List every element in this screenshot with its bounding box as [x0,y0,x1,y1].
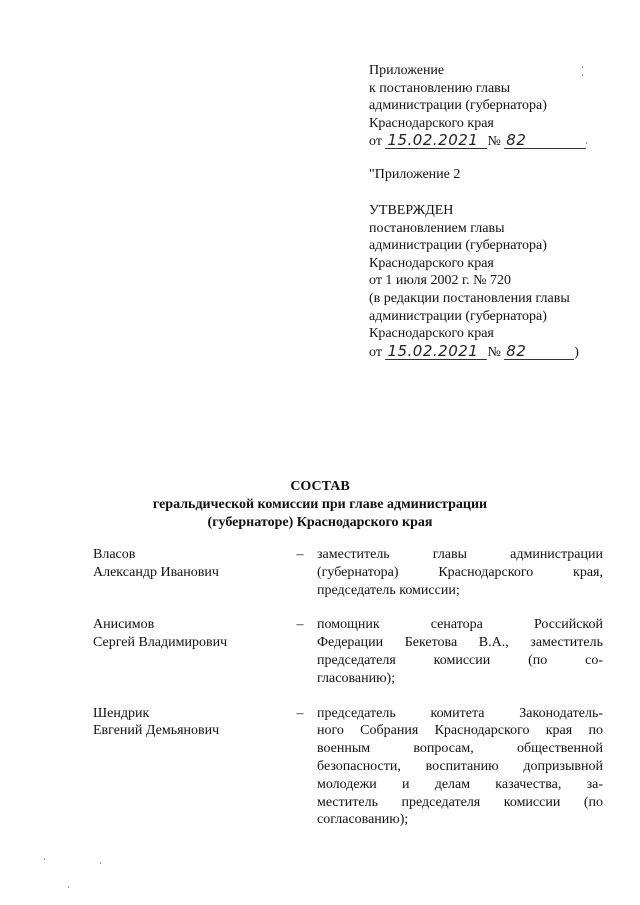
scan-speck [582,66,583,68]
role-line: (губернатора) Краснодарского края, [317,564,603,580]
scan-speck [586,142,587,144]
member-surname: Анисимов [93,617,155,633]
approved-line: (в редакции постановления главы [369,290,570,306]
member-surname: Власов [93,547,136,562]
from-label: от [369,134,382,150]
dash: – [296,547,304,562]
member-surname: Шендрик [93,705,150,721]
role-line: согласованию); [317,812,409,828]
handwritten-number: 82 [504,343,574,360]
handwritten-number: 82 [504,132,586,149]
title-line: геральдической комиссии при главе администрации [152,497,488,512]
member-given-name: Александр Иванович [93,564,219,580]
role-line: помощник сенатора Российской [317,617,603,633]
approved-line: постановлением главы [369,220,505,236]
annex-date-line [369,132,619,151]
role-line: безопасности, воспитанию допризывной [317,758,603,774]
role-line: председатель комиссии; [317,582,460,598]
member-given-name: Евгений Демьянович [93,723,220,739]
annex-line: Краснодарского края [369,115,494,131]
number-label: № [487,134,501,150]
member-row [93,616,603,687]
from-label: от [369,344,382,360]
role-line: председателя комиссии (по со- [317,652,603,668]
role-line: Федерации Бекетова В.А., заместитель [317,635,603,651]
role-line: ного Собрания Краснодарского края по [317,723,603,739]
member-role [317,616,603,687]
annex-line: к постановлению главы [369,80,511,96]
role-line: гласованию); [317,670,396,686]
title-line: (губернаторе) Краснодарского края [207,515,433,530]
annex-line: администрации (губернатора) [369,98,547,114]
member-role [317,546,603,599]
number-label: № [487,344,501,360]
dash: – [296,617,304,633]
handwritten-date: 15.02.2021 [385,132,487,149]
scan-speck [582,74,583,76]
document-title [0,478,640,532]
role-line: военным вопросам, общественной [317,741,603,757]
member-name [93,616,283,687]
members-list [93,546,603,846]
approved-block [369,202,619,361]
annex-line: Приложение [369,63,445,78]
title-heading: СОСТАВ [290,479,350,494]
handwritten-date: 15.02.2021 [385,343,487,360]
approved-line: администрации (губернатора) [369,308,547,324]
role-line: молодежи и делам казачества, за- [317,776,603,792]
role-line: председатель комитета Законодатель- [317,705,603,721]
approved-line: Краснодарского края [369,255,494,271]
member-row [93,546,603,599]
member-name [93,705,283,830]
scan-speck [68,886,69,888]
approved-line: от 1 июля 2002 г. № 720 [369,273,511,289]
scan-speck [100,862,101,864]
closing-paren: ) [574,344,579,360]
member-name [93,546,283,599]
approved-line: Краснодарского края [369,326,494,342]
annex2-label [369,166,619,184]
approved-date-line [369,343,619,362]
role-line: меститель председателя комиссии (по [317,794,603,810]
approved-line: УТВЕРЖДЕН [369,203,454,218]
role-line: заместитель главы администрации [317,547,603,562]
member-row [93,705,603,830]
member-role [317,705,603,830]
approved-line: администрации (губернатора) [369,238,547,254]
annex2-text: "Приложение 2 [369,167,461,182]
dash: – [296,705,304,721]
scan-speck [44,858,45,860]
member-given-name: Сергей Владимирович [93,635,228,651]
